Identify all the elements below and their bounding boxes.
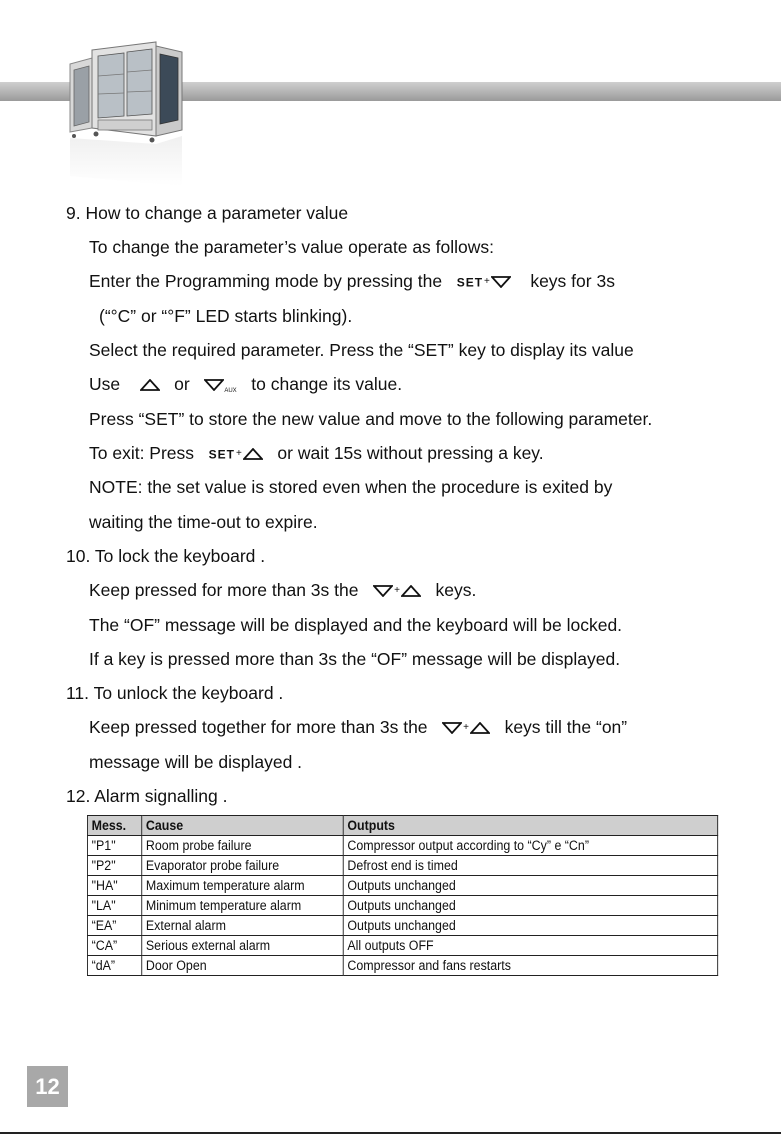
footer-rule — [0, 1132, 781, 1134]
down-arrow-key-icon — [491, 276, 511, 288]
section-9-line-9: waiting the time-out to expire. — [89, 512, 318, 532]
section-9-line-2 — [89, 271, 615, 292]
table-row — [87, 936, 717, 956]
text-fragment: or — [174, 374, 190, 394]
section-12-heading: 12. Alarm signalling . — [66, 786, 228, 806]
text-fragment: To exit: Press — [89, 443, 195, 463]
text-fragment: to change its value. — [251, 374, 403, 394]
table-row — [87, 916, 717, 936]
text-fragment: Keep pressed for more than 3s the — [89, 580, 359, 600]
text-fragment: or wait 15s without pressing a key. — [277, 443, 544, 463]
outputs-cell: Outputs unchanged — [343, 916, 717, 936]
text-fragment: Keep pressed together for more than 3s the — [89, 717, 428, 737]
plus-icon: + — [484, 276, 490, 288]
message-cell: “CA” — [87, 936, 141, 956]
cause-cell: Serious external alarm — [142, 936, 343, 956]
cause-cell: External alarm — [142, 916, 343, 936]
cause-cell: Minimum temperature alarm — [142, 896, 343, 916]
text-fragment: Enter the Programming mode by pressing the — [89, 271, 443, 291]
section-9-line-5 — [89, 374, 402, 401]
section-9-heading: 9. How to change a parameter value — [66, 203, 349, 223]
up-arrow-key-icon — [470, 722, 490, 734]
message-cell: "HA" — [87, 876, 141, 896]
cause-cell: Maximum temperature alarm — [142, 876, 343, 896]
section-10-line-1 — [89, 580, 476, 601]
section-9-line-1: To change the parameter’s value operate as follows: — [89, 237, 495, 257]
plus-icon: + — [394, 585, 400, 597]
text-fragment: keys for 3s — [530, 271, 615, 291]
message-cell: “dA” — [87, 956, 141, 976]
set-key-icon: SET — [208, 447, 235, 462]
table-row — [87, 956, 717, 976]
column-header: Mess. — [87, 816, 141, 836]
column-header: Cause — [142, 816, 343, 836]
section-10-line-3: If a key is pressed more than 3s the “OF” message will be displayed. — [89, 649, 621, 669]
text-fragment: Use — [89, 374, 121, 394]
text-fragment: keys. — [435, 580, 477, 600]
set-key-icon: SET — [456, 275, 484, 290]
outputs-cell: Defrost end is timed — [343, 856, 717, 876]
table-row — [87, 836, 717, 856]
up-arrow-key-icon — [140, 379, 160, 391]
table-row — [87, 876, 717, 896]
section-9-line-3: (“°C” or “°F” LED starts blinking). — [99, 306, 353, 326]
alarm-table — [87, 815, 718, 976]
outputs-cell: All outputs OFF — [343, 936, 717, 956]
message-cell: "P1" — [87, 836, 141, 856]
down-arrow-key-icon — [373, 585, 393, 597]
refrigerators-image — [52, 36, 202, 196]
message-cell: "P2" — [87, 856, 141, 876]
outputs-cell: Compressor output according to “Cy” e “Cn” — [343, 836, 717, 856]
down-arrow-key-icon — [204, 379, 224, 391]
message-cell: "LA" — [87, 896, 141, 916]
down-arrow-key-icon — [442, 722, 462, 734]
outputs-cell: Outputs unchanged — [343, 876, 717, 896]
section-11-heading: 11. To unlock the keyboard . — [66, 683, 284, 703]
cause-cell: Door Open — [142, 956, 343, 976]
plus-icon: + — [463, 722, 469, 734]
column-header: Outputs — [343, 816, 717, 836]
section-11-line-2: message will be displayed . — [89, 752, 303, 772]
outputs-cell: Compressor and fans restarts — [343, 956, 717, 976]
up-arrow-key-icon — [401, 585, 421, 597]
plus-icon: + — [235, 448, 242, 460]
section-9-line-7 — [89, 443, 544, 464]
section-9-line-8: NOTE: the set value is stored even when the procedure is exited by — [89, 477, 613, 497]
aux-label: AUX — [224, 388, 237, 394]
section-10-heading: 10. To lock the keyboard . — [66, 546, 266, 566]
text-fragment: keys till the “on” — [504, 717, 628, 737]
section-9-line-6: Press “SET” to store the new value and move to the following parameter. — [89, 409, 653, 429]
section-9-line-4: Select the required parameter. Press the “SET” key to display its value — [89, 340, 634, 360]
up-arrow-key-icon — [243, 448, 263, 460]
section-11-line-1 — [89, 717, 627, 738]
table-row — [87, 896, 717, 916]
table-row — [87, 856, 717, 876]
section-10-line-2: The “OF” message will be displayed and the keyboard will be locked. — [89, 615, 623, 635]
cause-cell: Room probe failure — [142, 836, 343, 856]
message-cell: “EA” — [87, 916, 141, 936]
outputs-cell: Outputs unchanged — [343, 896, 717, 916]
table-header-row — [87, 816, 717, 836]
page-number-badge: 12 — [27, 1066, 68, 1107]
cause-cell: Evaporator probe failure — [142, 856, 343, 876]
